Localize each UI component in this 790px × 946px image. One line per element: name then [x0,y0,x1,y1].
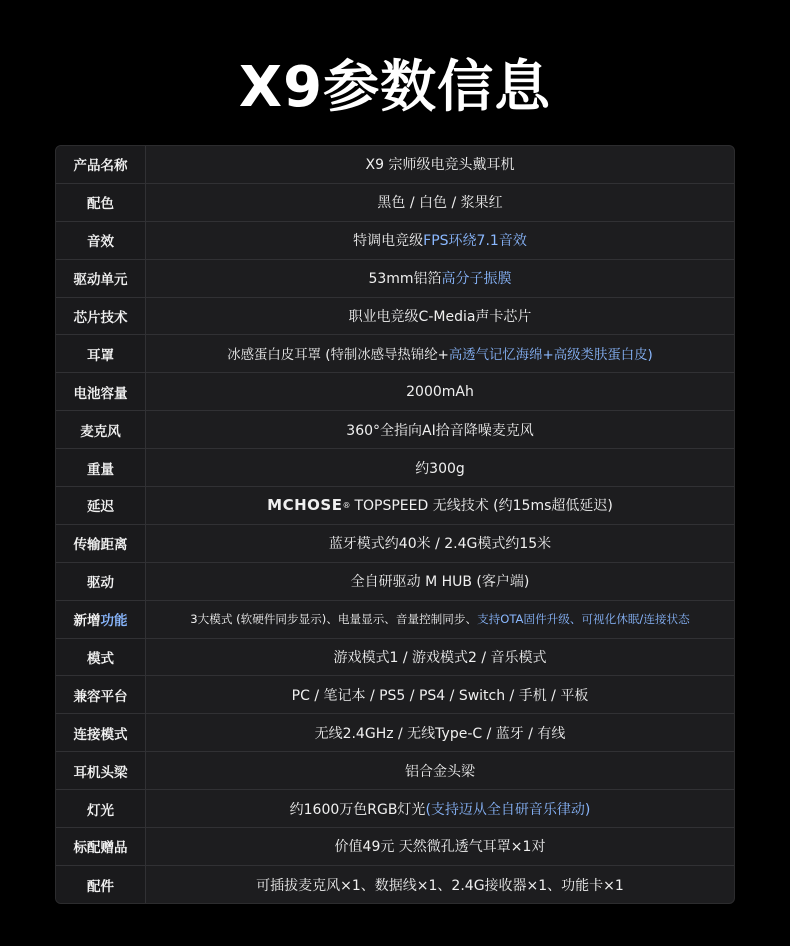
spec-value: 蓝牙模式约40米 / 2.4G模式约15米 [328,536,552,553]
spec-value [146,487,734,524]
spec-label-text: 新增 [73,613,101,630]
spec-value: 价值49元 天然微孔透气耳罩×1对 [334,839,546,856]
spec-label: 连接模式 [56,714,146,751]
spec-value: 2000mAh [406,383,474,400]
spec-value [146,790,734,827]
spec-value-highlight: (支持迈从全自研音乐律动) [425,801,591,818]
spec-value-highlight: 高分子振膜 [441,271,512,288]
spec-row-earcup [56,335,734,373]
spec-row-color [56,184,734,222]
spec-label: 耳罩 [56,335,146,372]
spec-label: 驱动单元 [56,260,146,297]
spec-value-text: TOPSPEED 无线技术 (约15ms超低延迟) [354,498,613,515]
spec-value: 黑色 / 白色 / 浆果红 [377,195,503,212]
spec-row-sound [56,222,734,260]
spec-row-headband [56,752,734,790]
spec-value: 全自研驱动 M HUB (客户端) [350,574,530,591]
spec-row-new-features [56,601,734,639]
spec-value: 约300g [415,460,465,477]
spec-label: 传输距离 [56,525,146,562]
spec-label: 延迟 [56,487,146,524]
spec-label: 麦克风 [56,411,146,448]
spec-value-highlight: FPS环绕7.1音效 [423,233,527,250]
spec-row-latency [56,487,734,525]
spec-label [56,601,146,638]
spec-label: 模式 [56,639,146,676]
spec-label: 灯光 [56,790,146,827]
spec-table [55,145,735,904]
spec-value-highlight: 高透气记忆海绵+高级类肤蛋白皮) [448,348,653,364]
spec-label: 兼容平台 [56,676,146,713]
registered-mark: ® [342,500,351,510]
spec-row-microphone [56,411,734,449]
spec-label: 配色 [56,184,146,221]
spec-value: 职业电竞级C-Media声卡芯片 [348,309,532,325]
spec-label: 产品名称 [56,146,146,183]
spec-value: X9 宗师级电竞头戴耳机 [365,157,515,174]
spec-label: 音效 [56,222,146,259]
spec-value: 铝合金头梁 [405,763,475,780]
spec-row-product-name [56,146,734,184]
spec-value: 360°全指向AI拾音降噪麦克风 [346,422,534,439]
spec-label: 配件 [56,866,146,904]
spec-value [146,335,734,372]
spec-row-driver-software [56,563,734,601]
spec-row-range [56,525,734,563]
spec-row-connection [56,714,734,752]
spec-value-text: 冰感蛋白皮耳罩 (特制冰感导热锦纶+ [227,348,449,364]
spec-value-text: 特调电竞级 [353,233,424,250]
spec-value-highlight: 支持OTA固件升级、可视化休眠/连接状态 [477,612,690,627]
spec-row-mode [56,639,734,677]
spec-value [146,260,734,297]
spec-row-weight [56,449,734,487]
spec-row-driver-unit [56,260,734,298]
spec-label-highlight: 功能 [100,613,128,630]
spec-row-gift [56,828,734,866]
page-title: X9参数信息 [238,55,552,120]
spec-label: 耳机头梁 [56,752,146,789]
spec-row-lighting [56,790,734,828]
spec-row-accessories [56,866,734,904]
spec-label: 重量 [56,449,146,486]
spec-value: 游戏模式1 / 游戏模式2 / 音乐模式 [333,650,547,667]
spec-value-text: 3大模式 (软硬件同步显示)、电量显示、音量控制同步、 [190,612,478,627]
spec-label: 芯片技术 [56,298,146,335]
spec-value-text: 53mm铝箔 [368,271,442,288]
spec-value: 无线2.4GHz / 无线Type-C / 蓝牙 / 有线 [314,725,566,742]
brand-logo: MCHOSE [267,496,343,515]
spec-value [146,601,734,638]
spec-label: 驱动 [56,563,146,600]
spec-row-battery [56,373,734,411]
spec-value [146,222,734,259]
spec-value: 可插拔麦克风×1、数据线×1、2.4G接收器×1、功能卡×1 [256,877,624,894]
spec-value: PC / 笔记本 / PS5 / PS4 / Switch / 手机 / 平板 [291,687,589,704]
spec-label: 标配赠品 [56,828,146,865]
spec-row-platforms [56,676,734,714]
spec-row-chip [56,298,734,336]
spec-label: 电池容量 [56,373,146,410]
spec-value-text: 约1600万色RGB灯光 [289,801,426,818]
